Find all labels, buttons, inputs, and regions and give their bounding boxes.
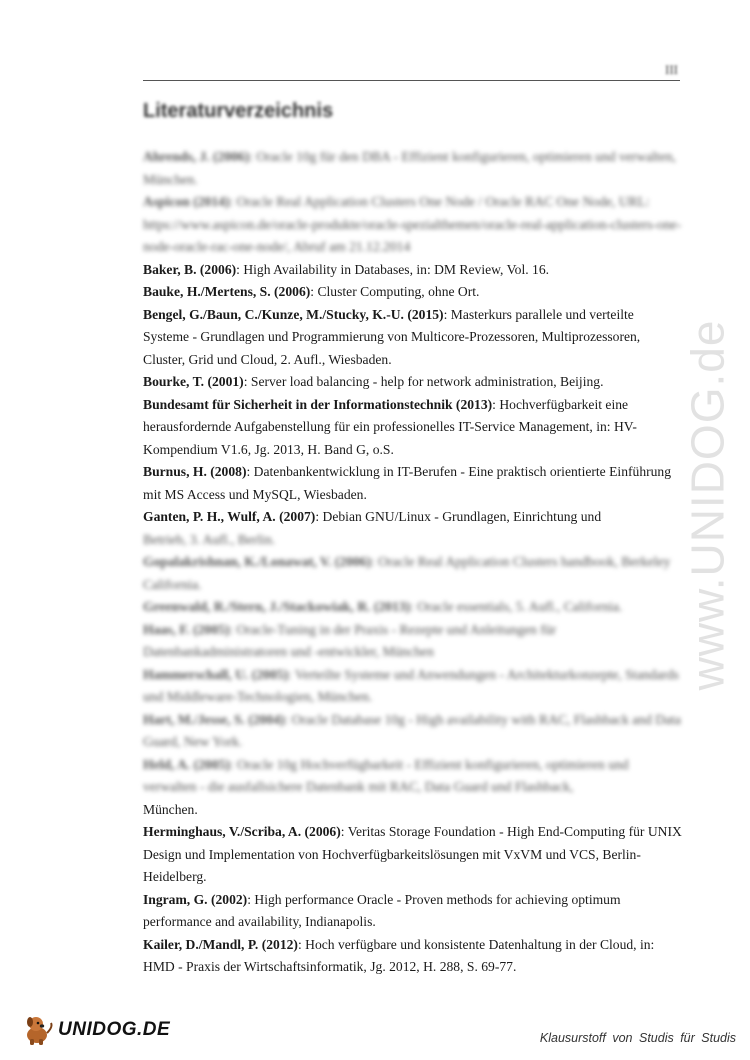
reference-text: : Hochverfügbarkeit eine herausfordernde Aufgabenstellung für ein professionelles IT-Service Management, in: HV-Kompendium V1.6, Jg. 2013, H. Band G, o.S.: [143, 396, 637, 457]
reference-text: : High performance Oracle - Proven methods for achieving optimum performance and availability, Indianapolis.: [143, 891, 621, 929]
reference-text: : Veritas Storage Foundation - High End-Computing für UNIX Design und Implementation von Hochverfügbarkeitslösungen mit VxVM und VCS, Berlin-Heidelberg.: [143, 824, 682, 884]
reference-continuation: München.: [143, 801, 198, 817]
reference-continuation: Betrieb, 3. Aufl., Berlin.: [143, 531, 276, 547]
reference-author: Ingram, G. (2002): [143, 891, 248, 907]
reference-author: Ahrends, J. (2006): [143, 149, 250, 164]
reference-entry: [143, 146, 683, 191]
watermark: [662, 270, 750, 740]
reference-author: Bourke, T. (2001): [143, 374, 244, 389]
reference-text: : Oracle 10g für den DBA - Effizient konfigurieren, optimieren und verwalten, München.: [143, 149, 676, 187]
logo-text: UNIDOG.DE: [58, 1019, 171, 1040]
unidog-logo[interactable]: [22, 1013, 170, 1047]
reference-author: Bengel, G./Baun, C./Kunze, M./Stucky, K.-U. (2015): [143, 306, 444, 322]
reference-author: Gopalakrishnan, K./Lonawat, V. (2006): [143, 554, 371, 569]
reference-text: : Oracle Database 10g - High availability with RAC, Flashback and Data Guard, New York.: [143, 711, 681, 749]
reference-entry: [143, 281, 683, 304]
reference-author: Baker, B. (2006): [143, 261, 237, 277]
reference-entry: [143, 259, 683, 282]
reference-entry: [143, 551, 683, 596]
reference-entry: [143, 394, 683, 462]
reference-text: : Oracle Real Application Clusters One Node / Oracle RAC One Node, URL: https://www.aspicon.de/oracle-produkte/oracle-spezialthemen/oracle-real-application-clusters-one-node-oracle-rac-one-node/, Abruf am 21.12.2014: [143, 194, 682, 254]
reference-author: Kailer, D./Mandl, P. (2012): [143, 936, 298, 952]
reference-entry: [143, 506, 683, 551]
reference-entry: [143, 709, 683, 754]
reference-author: Held, A. (2005): [143, 756, 230, 772]
reference-author: Ganten, P. H., Wulf, A. (2007): [143, 509, 316, 524]
reference-text: : Verteilte Systeme und Anwendungen - Architekturkonzepte, Standards und Middleware-Technologien, München.: [143, 666, 679, 704]
reference-text: : Debian GNU/Linux - Grundlagen, Einrichtung und: [315, 509, 602, 524]
reference-entry: [143, 619, 683, 664]
page-number: III: [665, 62, 678, 77]
reference-text: : Cluster Computing, ohne Ort.: [310, 284, 480, 299]
reference-entry: [143, 461, 683, 506]
reference-author: Greenwald, R./Stern, J./Stackowiak, R. (2013): [143, 599, 411, 614]
reference-list: [143, 146, 683, 979]
reference-entry: [143, 754, 683, 822]
reference-text: : Oracle 10g Hochverfügbarkeit - Effizient konfigurieren, optimieren und verwalten - die ausfallsichere Datenbank mit RAC, Data Guard und Flashback,: [143, 756, 629, 794]
reference-text: : Hoch verfügbare und konsistente Datenhaltung in der Cloud, in: HMD - Praxis der Wirtschaftsinformatik, Jg. 2012, H. 288, S. 69-77.: [143, 936, 655, 974]
reference-text: : Oracle-Tuning in der Praxis - Rezepte und Anleitungen für Datenbankadministratoren und -entwickler, München: [143, 621, 557, 659]
reference-blurred-part: [143, 757, 629, 795]
reference-entry: [143, 889, 683, 934]
reference-entry: [143, 371, 683, 394]
page-heading: Literaturverzeichnis: [143, 100, 334, 122]
reference-author: Haas, F. (2005): [143, 621, 230, 637]
reference-text: : Oracle Real Application Clusters handbook, Berkeley California.: [143, 554, 671, 592]
reference-text: : High Availability in Databases, in: DM Review, Vol. 16.: [236, 261, 550, 277]
reference-author: Hart, M./Jesse, S. (2004): [143, 711, 285, 727]
reference-author: Herminghaus, V./Scriba, A. (2006): [143, 824, 341, 839]
reference-entry: [143, 934, 683, 979]
reference-author: Aspicon (2014): [143, 194, 230, 209]
dog-mascot-icon: [22, 1013, 56, 1047]
reference-text: : Server load balancing - help for network administration, Beijing.: [243, 374, 604, 389]
reference-text: : Oracle essentials, 5. Aufl., California.: [410, 599, 623, 614]
reference-entry: [143, 304, 683, 372]
footer-tagline: Klausurstoff von Studis für Studis: [539, 1031, 736, 1045]
reference-entry: [143, 596, 683, 619]
reference-entry: [143, 191, 683, 259]
reference-entry: [143, 821, 683, 889]
watermark-text: www.UNIDOG.de: [681, 319, 734, 691]
reference-author: Bundesamt für Sicherheit in der Informationstechnik (2013): [143, 396, 493, 412]
reference-entry: [143, 664, 683, 709]
header-rule: [143, 80, 680, 81]
reference-text: : Datenbankentwicklung in IT-Berufen - Eine praktisch orientierte Einführung mit MS Access und MySQL, Wiesbaden.: [143, 464, 672, 502]
reference-author: Burnus, H. (2008): [143, 464, 247, 479]
reference-author: Bauke, H./Mertens, S. (2006): [143, 284, 311, 299]
reference-text: : Masterkurs parallele und verteilte Systeme - Grundlagen und Programmierung von Multicore-Prozessoren, Multiprozessoren, Cluster, Grid und Cloud, 2. Aufl., Wiesbaden.: [143, 306, 641, 367]
reference-author: Hammerschall, U. (2005): [143, 666, 288, 682]
